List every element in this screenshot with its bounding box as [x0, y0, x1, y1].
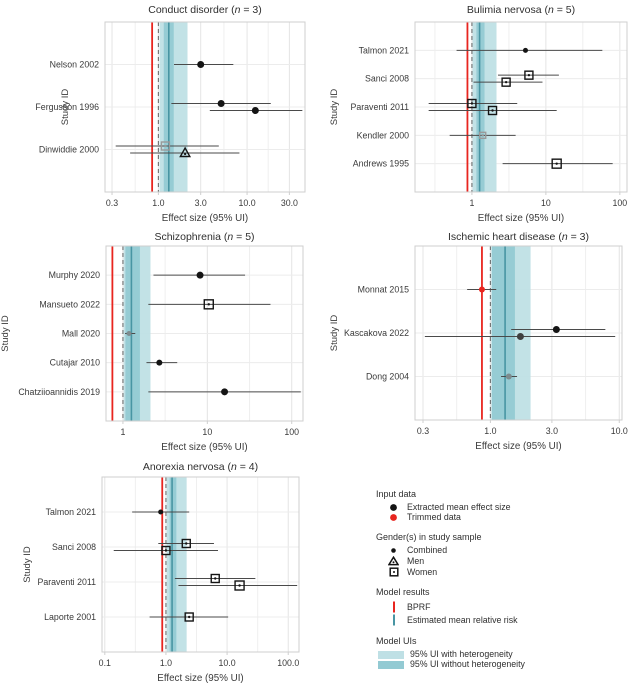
svg-text:1.0: 1.0 — [159, 658, 173, 668]
legend-item-label: 95% UI with heterogeneity — [410, 649, 513, 659]
y-axis-label: Study ID — [60, 88, 71, 126]
study-label: Paraventi 2011 — [350, 102, 409, 112]
panel-title: Ischemic heart disease (n = 3) — [448, 231, 589, 243]
legend-item-label: Estimated mean relative risk — [407, 614, 518, 625]
legend-item-ui-without — [376, 660, 626, 669]
study-label: Fergusson 1996 — [35, 102, 99, 112]
extracted-point-icon — [386, 503, 401, 512]
legend-item-trimmed — [376, 513, 626, 522]
panel-schizophrenia — [0, 230, 315, 460]
x-axis-label: Effect size (95% UI) — [161, 213, 249, 224]
study-label: Murphy 2020 — [48, 270, 100, 281]
svg-text:0.3: 0.3 — [105, 198, 119, 208]
legend-item-mean-rr — [376, 614, 626, 626]
legend-item-label: Combined — [407, 545, 448, 555]
y-axis-label: Study ID — [329, 314, 340, 352]
panel-ischemic-heart-disease — [315, 230, 629, 460]
panel-bulimia-nervosa — [315, 0, 629, 230]
study-label: Chatziioannidis 2019 — [18, 386, 100, 397]
ui-with-heterogeneity-swatch — [378, 651, 404, 659]
legend-item-women — [376, 567, 626, 577]
x-axis-label: Effect size (95% UI) — [157, 673, 244, 684]
panel-conduct-disorder — [0, 0, 315, 230]
panel-title: Schizophrenia (n = 5) — [154, 231, 255, 243]
svg-text:10.0: 10.0 — [610, 426, 628, 436]
x-axis-label: Effect size (95% UI) — [475, 441, 562, 452]
study-label: Laporte 2001 — [44, 612, 96, 622]
svg-text:0.3: 0.3 — [416, 426, 430, 436]
legend-title-gender: Gender(s) in study sample — [376, 532, 482, 542]
study-label: Monnat 2015 — [357, 284, 409, 295]
svg-text:100: 100 — [284, 427, 300, 437]
svg-text:30.0: 30.0 — [280, 198, 298, 208]
study-label: Paraventi 2011 — [37, 577, 96, 587]
svg-text:0.1: 0.1 — [98, 658, 111, 668]
study-label: Kascakova 2022 — [343, 328, 409, 338]
svg-text:10.0: 10.0 — [218, 658, 236, 668]
combined-marker-icon — [386, 546, 401, 555]
legend-group-model-results — [376, 588, 626, 626]
trimmed-point-icon — [386, 513, 401, 522]
x-axis-label: Effect size (95% UI) — [477, 213, 565, 224]
svg-text:1.0: 1.0 — [484, 426, 497, 436]
study-label: Cutajar 2010 — [49, 357, 100, 368]
svg-text:10: 10 — [540, 198, 551, 208]
legend-group-gender — [376, 533, 626, 577]
legend-item-label: Women — [407, 566, 438, 577]
panel-anorexia-nervosa — [0, 460, 315, 685]
study-label: Mall 2020 — [61, 328, 100, 339]
legend-title-model-results: Model results — [376, 587, 430, 597]
legend-group-input-data — [376, 490, 626, 522]
legend-item-label: BPRF — [407, 601, 431, 612]
women-marker-icon — [386, 567, 401, 577]
svg-text:100: 100 — [612, 198, 628, 208]
legend-item-combined — [376, 546, 626, 555]
panel-title: Anorexia nervosa (n = 4) — [142, 461, 259, 473]
ui-without-heterogeneity-swatch — [378, 661, 404, 669]
study-label: Talmon 2021 — [45, 507, 96, 517]
y-axis-label: Study ID — [329, 88, 340, 126]
study-label: Talmon 2021 — [358, 45, 409, 56]
x-axis-label: Effect size (95% UI) — [161, 442, 248, 453]
study-label: Kendler 2000 — [356, 130, 409, 141]
legend-title-model-uis: Model UIs — [376, 636, 417, 646]
legend-item-extracted — [376, 503, 626, 512]
svg-text:3.0: 3.0 — [545, 426, 559, 436]
legend-group-model-uis — [376, 637, 626, 669]
legend — [376, 490, 626, 680]
legend-item-label: Trimmed data — [407, 512, 461, 522]
svg-text:3.0: 3.0 — [194, 198, 207, 208]
svg-text:1: 1 — [120, 427, 126, 437]
y-axis-label: Study ID — [0, 315, 11, 352]
legend-item-men — [376, 556, 626, 566]
svg-text:1.0: 1.0 — [152, 198, 165, 208]
svg-text:10: 10 — [202, 427, 213, 437]
svg-text:100.0: 100.0 — [277, 658, 300, 668]
legend-item-label: 95% UI without heterogeneity — [410, 659, 525, 669]
study-label: Dong 2004 — [365, 371, 409, 382]
mean-rr-line-icon — [386, 614, 401, 626]
study-label: Mansueto 2022 — [39, 299, 100, 310]
bprf-line-icon — [386, 601, 401, 613]
legend-item-label: Extracted mean effect size — [407, 502, 511, 512]
panel-title: Conduct disorder (n = 3) — [148, 4, 262, 16]
study-label: Andrews 1995 — [352, 158, 409, 169]
svg-text:10.0: 10.0 — [238, 198, 256, 208]
y-axis-label: Study ID — [22, 546, 33, 583]
study-label: Dinwiddie 2000 — [38, 144, 99, 155]
study-label: Sanci 2008 — [51, 542, 96, 552]
men-marker-icon — [386, 556, 401, 566]
study-label: Sanci 2008 — [364, 73, 409, 84]
legend-title-input-data: Input data — [376, 489, 417, 499]
legend-item-ui-with — [376, 650, 626, 659]
svg-text:1: 1 — [469, 198, 475, 208]
panel-title: Bulimia nervosa (n = 5) — [466, 4, 576, 16]
legend-item-label: Men — [407, 555, 425, 566]
study-label: Nelson 2002 — [49, 59, 99, 70]
legend-item-bprf — [376, 601, 626, 613]
